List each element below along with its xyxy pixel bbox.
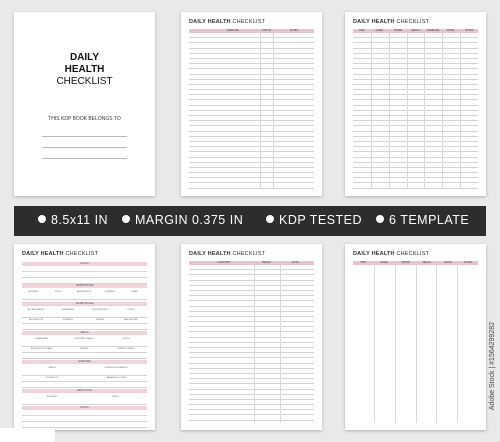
section-meals: MEALS — [22, 331, 147, 335]
temp-lines — [22, 294, 147, 299]
meal-dinner: DINNER — [79, 348, 89, 350]
cover-title-health: HEALTH — [64, 64, 105, 75]
cover-title-daily: DAILY — [69, 52, 100, 63]
feature-templates: 6 TEMPLATE — [376, 213, 469, 227]
header-category: CATEGORY — [217, 261, 231, 264]
header-sleep: SLEEP — [375, 29, 384, 32]
temp-noon: NOON — [54, 291, 62, 293]
cover-belongs-label: THIS KDP BOOK BELONGS TO — [48, 116, 121, 122]
header-note: NOTE — [291, 261, 299, 264]
header-status: STATUS — [261, 29, 272, 32]
water-after-waking: AFTER WAKING — [27, 309, 45, 311]
bullet-icon — [122, 215, 130, 223]
header-water: WATER — [401, 261, 410, 264]
meal-morning-snack: MORNING SNACK — [74, 338, 94, 340]
exercise-lines — [22, 370, 147, 386]
header-time: TIME — [358, 29, 365, 32]
section-exercise: EXERCISE — [22, 360, 147, 364]
water-lines — [22, 312, 147, 328]
section-goals: GOALS — [22, 262, 147, 266]
med-night: NIGHT — [112, 396, 120, 398]
template-daily-log-page — [345, 12, 486, 196]
section-medication: MEDICATION — [22, 389, 147, 393]
meal-lunch: LUNCH — [122, 338, 130, 340]
header-meals: MEALS — [411, 29, 420, 32]
meal-lines — [22, 341, 147, 357]
temp-afternoon: AFTERNOON — [77, 291, 91, 293]
header-mood: MOOD — [446, 29, 455, 32]
header-rating: RATING — [262, 261, 271, 264]
header-time: TIME — [360, 261, 366, 264]
meal-afternoon-snack: AFTERNOON SNACK — [31, 348, 53, 350]
water-afternoon: AFTERNOON — [29, 319, 43, 321]
header-meals: MEALS — [422, 261, 431, 264]
water-dinner: DINNER — [95, 319, 105, 321]
cover-line — [42, 136, 127, 137]
header-notes: NOTES — [465, 29, 474, 32]
table-row — [189, 415, 314, 420]
medication-lines — [22, 399, 147, 404]
temp-evening: EVENING — [105, 291, 115, 293]
feature-kdp-tested: KDP TESTED — [266, 213, 362, 227]
section-notes: NOTES — [22, 406, 147, 410]
ex-balance: BALANCE & CORE — [106, 377, 126, 379]
feature-size: 8.5x11 IN — [38, 213, 108, 227]
header-exercise: EXERCISE — [426, 29, 440, 32]
bullet-icon — [38, 215, 46, 223]
feature-banner — [14, 206, 486, 236]
water-evening: EVENING — [63, 319, 73, 321]
ex-cardio: CARDIO — [47, 367, 57, 369]
water-before-bed: BEFORE BED — [123, 319, 139, 321]
ex-strength: STRENGTH TRAINING — [104, 367, 128, 369]
page-title: DAILY HEALTH CHECKLIST — [189, 19, 266, 25]
meal-evening-snack: EVENING SNACK — [117, 348, 135, 350]
table-lines — [189, 33, 314, 188]
template-rating-page — [181, 244, 322, 430]
bullet-icon — [376, 215, 384, 223]
cover-page — [14, 12, 155, 196]
water-breakfast: BREAKFAST — [61, 309, 75, 311]
header-sleep: SLEEP — [380, 261, 389, 264]
med-morning: MORNING — [46, 396, 58, 398]
water-mid-morning: MID MORNING — [92, 309, 108, 311]
template-exercise-page — [181, 12, 322, 196]
table-lines — [353, 33, 478, 188]
header-mood: MOOD — [444, 261, 452, 264]
water-lunch: LUNCH — [127, 309, 135, 311]
template-detailed-page — [14, 244, 155, 430]
temp-morning: MORNING — [27, 291, 39, 293]
page-title: DAILY HEALTH CHECKLIST — [353, 251, 430, 257]
stock-logo-area — [0, 428, 55, 442]
header-notes: NOTES — [289, 29, 299, 32]
section-water-intake: WATER INTAKE — [22, 302, 147, 306]
goals-lines — [22, 266, 147, 282]
template-simple-log-page — [345, 244, 486, 430]
stock-watermark-id: Adobe Stock | #1564299282 — [489, 322, 496, 411]
table-row — [189, 183, 314, 188]
bullet-icon — [266, 215, 274, 223]
feature-margin: MARGIN 0.375 IN — [122, 213, 243, 227]
cover-line — [42, 147, 127, 148]
notes-lines — [22, 410, 147, 426]
table-lines — [189, 265, 314, 423]
meal-breakfast: BREAKFAST — [35, 338, 49, 340]
header-exercise: EXERCISE — [226, 29, 239, 32]
table-body — [353, 265, 478, 423]
header-water: WATER — [393, 29, 403, 32]
temp-night: NIGHT — [131, 291, 139, 293]
header-notes: NOTES — [463, 261, 473, 264]
page-title: DAILY HEALTH CHECKLIST — [353, 19, 430, 25]
ex-flexibility: FLEXIBILITY — [45, 377, 59, 379]
page-title: DAILY HEALTH CHECKLIST — [22, 251, 99, 257]
page-title: DAILY HEALTH CHECKLIST — [189, 251, 266, 257]
cover-title-checklist: CHECKLIST — [56, 76, 113, 87]
cover-line — [42, 158, 127, 159]
section-temperature: TEMPERATURE — [22, 284, 147, 288]
